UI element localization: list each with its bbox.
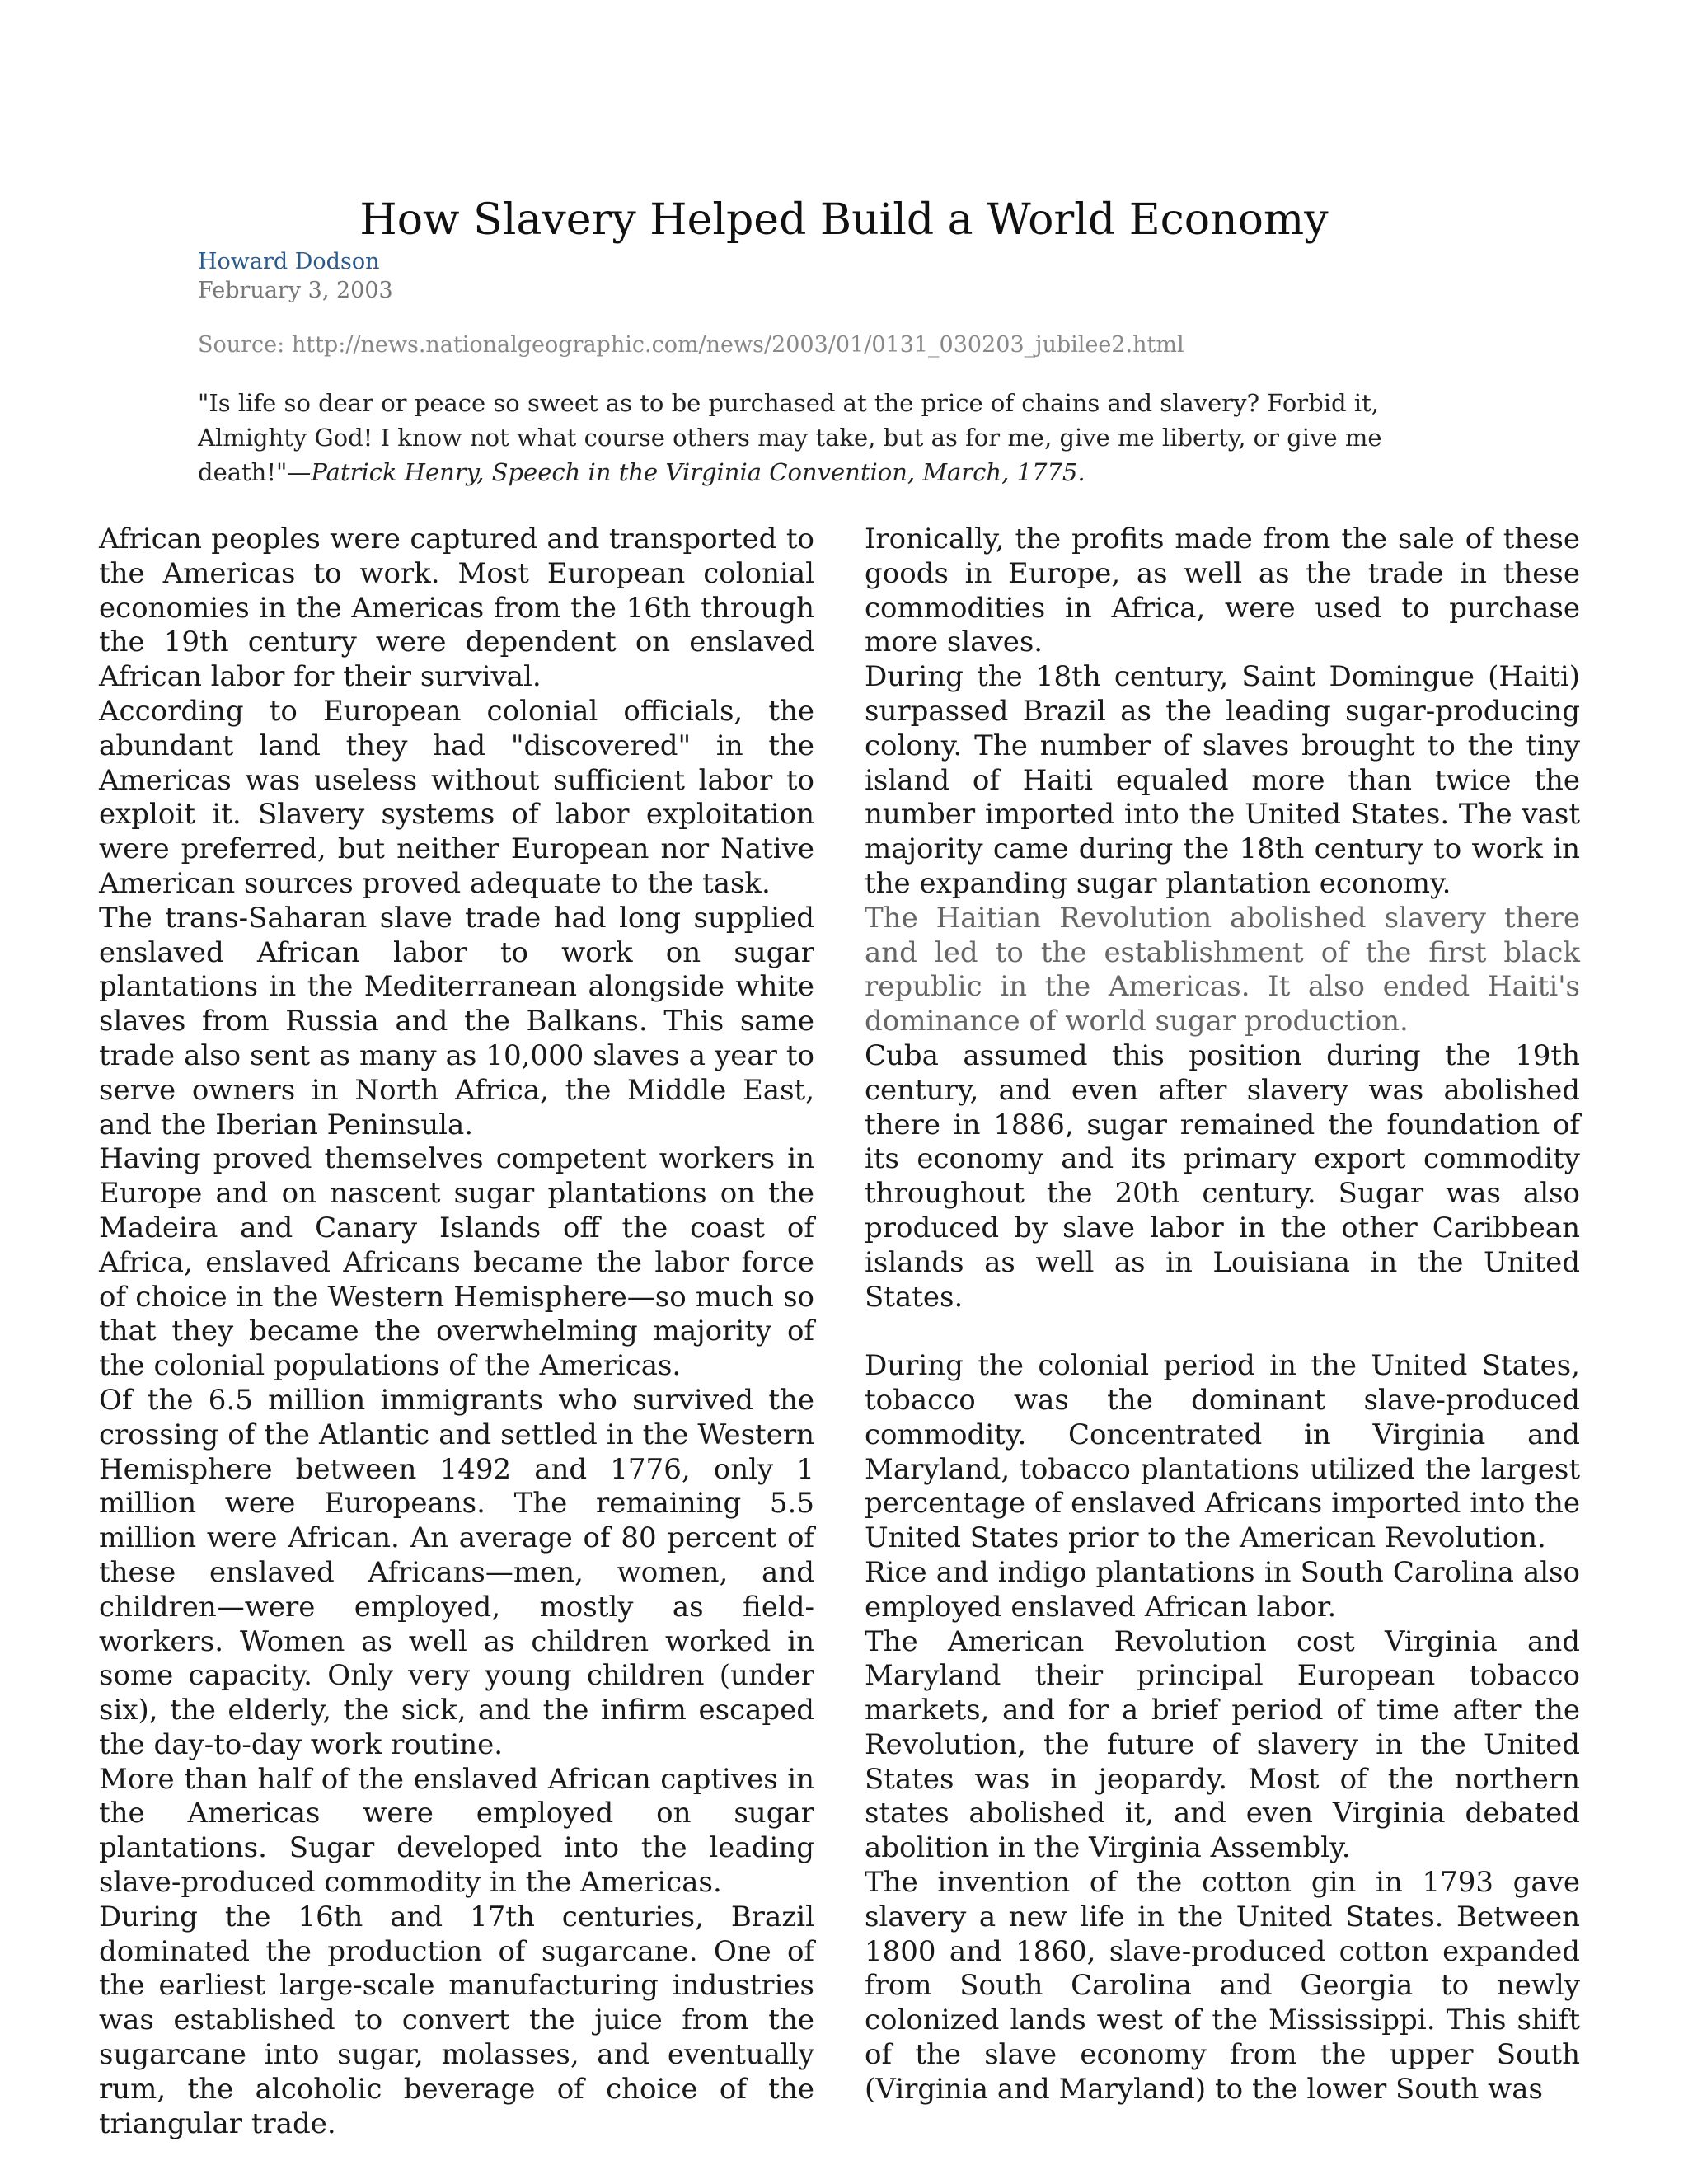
paragraph: The American Revolution cost Virginia and Maryland their principal European tobacco markets, and for a brief period of time after the Revolution, the future of slavery in the United States was in jeopardy. Most of the northern states abolished it, and even Virginia debated abolition in the Virginia Assembly. [865, 1624, 1580, 1865]
epigraph [198, 386, 1492, 490]
paragraph: Having proved themselves competent workers in Europe and on nascent sugar plantations on the Madeira and Canary Islands off the coast of Africa, enslaved Africans became the labor force of choice in the Western Hemisphere—so much so that they became the overwhelming majority of the colonial populations of the Americas. [99, 1142, 814, 1383]
page-title: How Slavery Helped Build a World Economy [359, 195, 1329, 245]
paragraph: African peoples were captured and transported to the Americas to work. Most European colonial economies in the Americas from the 16th through the 19th century were dependent on enslaved African labor for their survival. [99, 523, 814, 694]
paragraph: During the colonial period in the United States, tobacco was the dominant slave-produced commodity. Concentrated in Virginia and Maryland, tobacco plantations utilized the largest percentage of enslaved Africans imported into the United States prior to the American Revolution. [865, 1349, 1580, 1555]
epigraph-quote: "Is life so dear or peace so sweet as to be purchased at the price of chains and slavery? Forbid it, Almighty God! I know not what course others may take, but as for me, give me liberty, or give me death!" [198, 389, 1382, 486]
paragraph: More than half of the enslaved African captives in the Americas were employed on sugar plantations. Sugar developed into the leading slave-produced commodity in the Americas. [99, 1762, 814, 1900]
left-column [99, 523, 814, 2141]
paragraph: According to European colonial officials, the abundant land they had "discovered" in the Americas was useless without sufficient labor to exploit it. Slavery systems of labor exploitation were preferred, but neither European nor Native American sources proved adequate to the task. [99, 694, 814, 900]
right-column [865, 523, 1580, 2107]
author-byline[interactable]: Howard Dodson [198, 249, 380, 274]
paragraph: During the 18th century, Saint Domingue (Haiti) surpassed Brazil as the leading sugar-producing colony. The number of slaves brought to the tiny island of Haiti equaled more than twice the number imported into the United States. The vast majority came during the 18th century to work in the expanding sugar plantation economy. [865, 660, 1580, 900]
paragraph: Cuba assumed this position during the 19th century, and even after slavery was abolished there in 1886, sugar remained the foundation of its economy and its primary export commodity throughout the 20th century. Sugar was also produced by slave labor in the other Caribbean islands as well as in Louisiana in the United States. [865, 1038, 1580, 1314]
epigraph-attribution: —Patrick Henry, Speech in the Virginia Convention, March, 1775. [287, 458, 1085, 486]
paragraph: Of the 6.5 million immigrants who survived the crossing of the Atlantic and settled in the Western Hemisphere between 1492 and 1776, only 1 million were Europeans. The remaining 5.5 million were African. An average of 80 percent of these enslaved Africans—men, women, and children—were employed, mostly as field-workers. Women as well as children worked in some capacity. Only very young children (under six), the elderly, the sick, and the infirm escaped the day-to-day work routine. [99, 1383, 814, 1761]
paragraph: Rice and indigo plantations in South Carolina also employed enslaved African labor. [865, 1555, 1580, 1624]
paragraph: During the 16th and 17th centuries, Brazil dominated the production of sugarcane. One of the earliest large-scale manufacturing industries was established to convert the juice from the sugarcane into sugar, molasses, and eventually rum, the alcoholic beverage of choice of the triangular trade. [99, 1900, 814, 2140]
source-line: Source: http://news.nationalgeographic.com/news/2003/01/0131_030203_jubilee2.html [198, 332, 1184, 358]
paragraph: The trans-Saharan slave trade had long supplied enslaved African labor to work on sugar plantations in the Mediterranean alongside white slaves from Russia and the Balkans. This same trade also sent as many as 10,000 slaves a year to serve owners in North Africa, the Middle East, and the Iberian Peninsula. [99, 901, 814, 1141]
paragraph: The invention of the cotton gin in 1793 gave slavery a new life in the United States. Between 1800 and 1860, slave-produced cotton expanded from South Carolina and Georgia to newly colonized lands west of the Mississippi. This shift of the slave economy from the upper South (Virginia and Maryland) to the lower South was [865, 1866, 1580, 2106]
paragraph: The Haitian Revolution abolished slavery there and led to the establishment of the first black republic in the Americas. It also ended Haiti's dominance of world sugar production. [865, 901, 1580, 1038]
publication-date: February 3, 2003 [198, 278, 393, 303]
paragraph: Ironically, the profits made from the sale of these goods in Europe, as well as the trade in these commodities in Africa, were used to purchase more slaves. [865, 523, 1580, 659]
